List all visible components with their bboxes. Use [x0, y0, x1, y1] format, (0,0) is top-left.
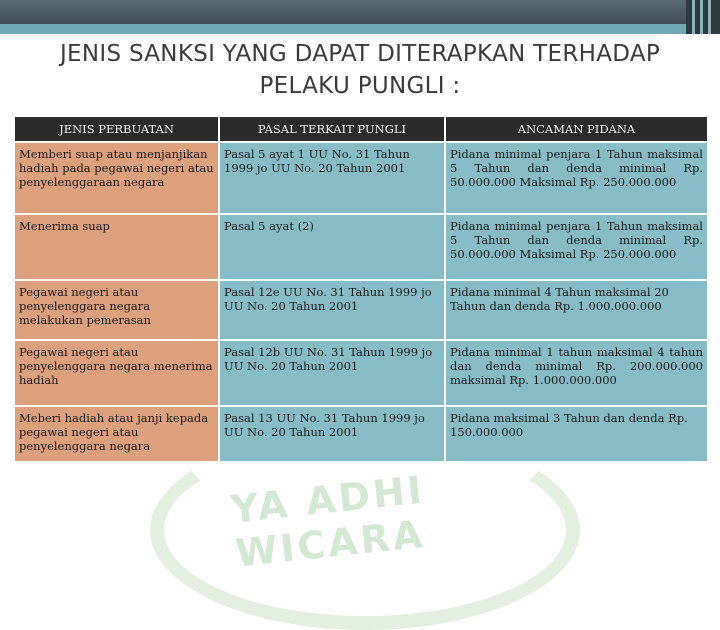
header-jenis-perbuatan: JENIS PERBUATAN — [15, 117, 218, 141]
cell-ancaman: Pidana minimal penjara 1 Tahun maksimal 5 Tahun dan denda minimal Rp. 50.000.000 Maksimal Rp. 250.000.000 — [446, 215, 707, 279]
cell-ancaman: Pidana minimal 4 Tahun maksimal 20 Tahun dan denda Rp. 1.000.000.000 — [446, 281, 707, 339]
cell-perbuatan: Meberi hadiah atau janji kepada pegawai negeri atau penyelenggara negara — [15, 407, 218, 461]
cell-pasal: Pasal 5 ayat 1 UU No. 31 Tahun 1999 jo UU No. 20 Tahun 2001 — [220, 143, 444, 213]
header-pasal-terkait: PASAL TERKAIT PUNGLI — [220, 117, 444, 141]
watermark-logo-text: YA ADHI WICARA — [228, 467, 428, 576]
cell-pasal: Pasal 12e UU No. 31 Tahun 1999 jo UU No. 20 Tahun 2001 — [220, 281, 444, 339]
corner-stripe — [692, 0, 695, 34]
cell-perbuatan: Pegawai negeri atau penyelenggara negara melakukan pemerasan — [15, 281, 218, 339]
cell-pasal: Pasal 12b UU No. 31 Tahun 1999 jo UU No. 20 Tahun 2001 — [220, 341, 444, 405]
cell-pasal: Pasal 5 ayat (2) — [220, 215, 444, 279]
corner-stripe — [708, 0, 711, 34]
header-ancaman-pidana: ANCAMAN PIDANA — [446, 117, 707, 141]
cell-ancaman: Pidana maksimal 3 Tahun dan denda Rp. 150.000.000 — [446, 407, 707, 461]
slide-title — [20, 38, 700, 102]
slide-title-line-1: JENIS SANKSI YANG DAPAT DITERAPKAN TERHADAP — [59, 41, 661, 67]
table-row — [15, 143, 707, 213]
table-row — [15, 407, 707, 461]
table-row — [15, 215, 707, 279]
cell-perbuatan: Menerima suap — [15, 215, 218, 279]
cell-ancaman: Pidana minimal 1 tahun maksimal 4 tahun dan denda minimal Rp. 200.000.000 maksimal Rp. 1.000.000.000 — [446, 341, 707, 405]
slide-top-bar — [0, 0, 720, 24]
slide-accent-bar — [0, 24, 720, 34]
slide-corner-decoration — [686, 0, 720, 34]
table-header-row — [15, 117, 707, 141]
slide-title-line-2: PELAKU PUNGLI : — [259, 73, 461, 99]
cell-perbuatan: Memberi suap atau menjanjikan hadiah pada pegawai negeri atau penyelenggaraan negara — [15, 143, 218, 213]
sanksi-table — [13, 115, 709, 463]
table-row — [15, 341, 707, 405]
corner-stripe — [700, 0, 703, 34]
cell-pasal: Pasal 13 UU No. 31 Tahun 1999 jo UU No. 20 Tahun 2001 — [220, 407, 444, 461]
table-row — [15, 281, 707, 339]
cell-ancaman: Pidana minimal penjara 1 Tahun maksimal 5 Tahun dan denda minimal Rp. 50.000.000 Maksimal Rp. 250.000.000 — [446, 143, 707, 213]
cell-perbuatan: Pegawai negeri atau penyelenggara negara menerima hadiah — [15, 341, 218, 405]
